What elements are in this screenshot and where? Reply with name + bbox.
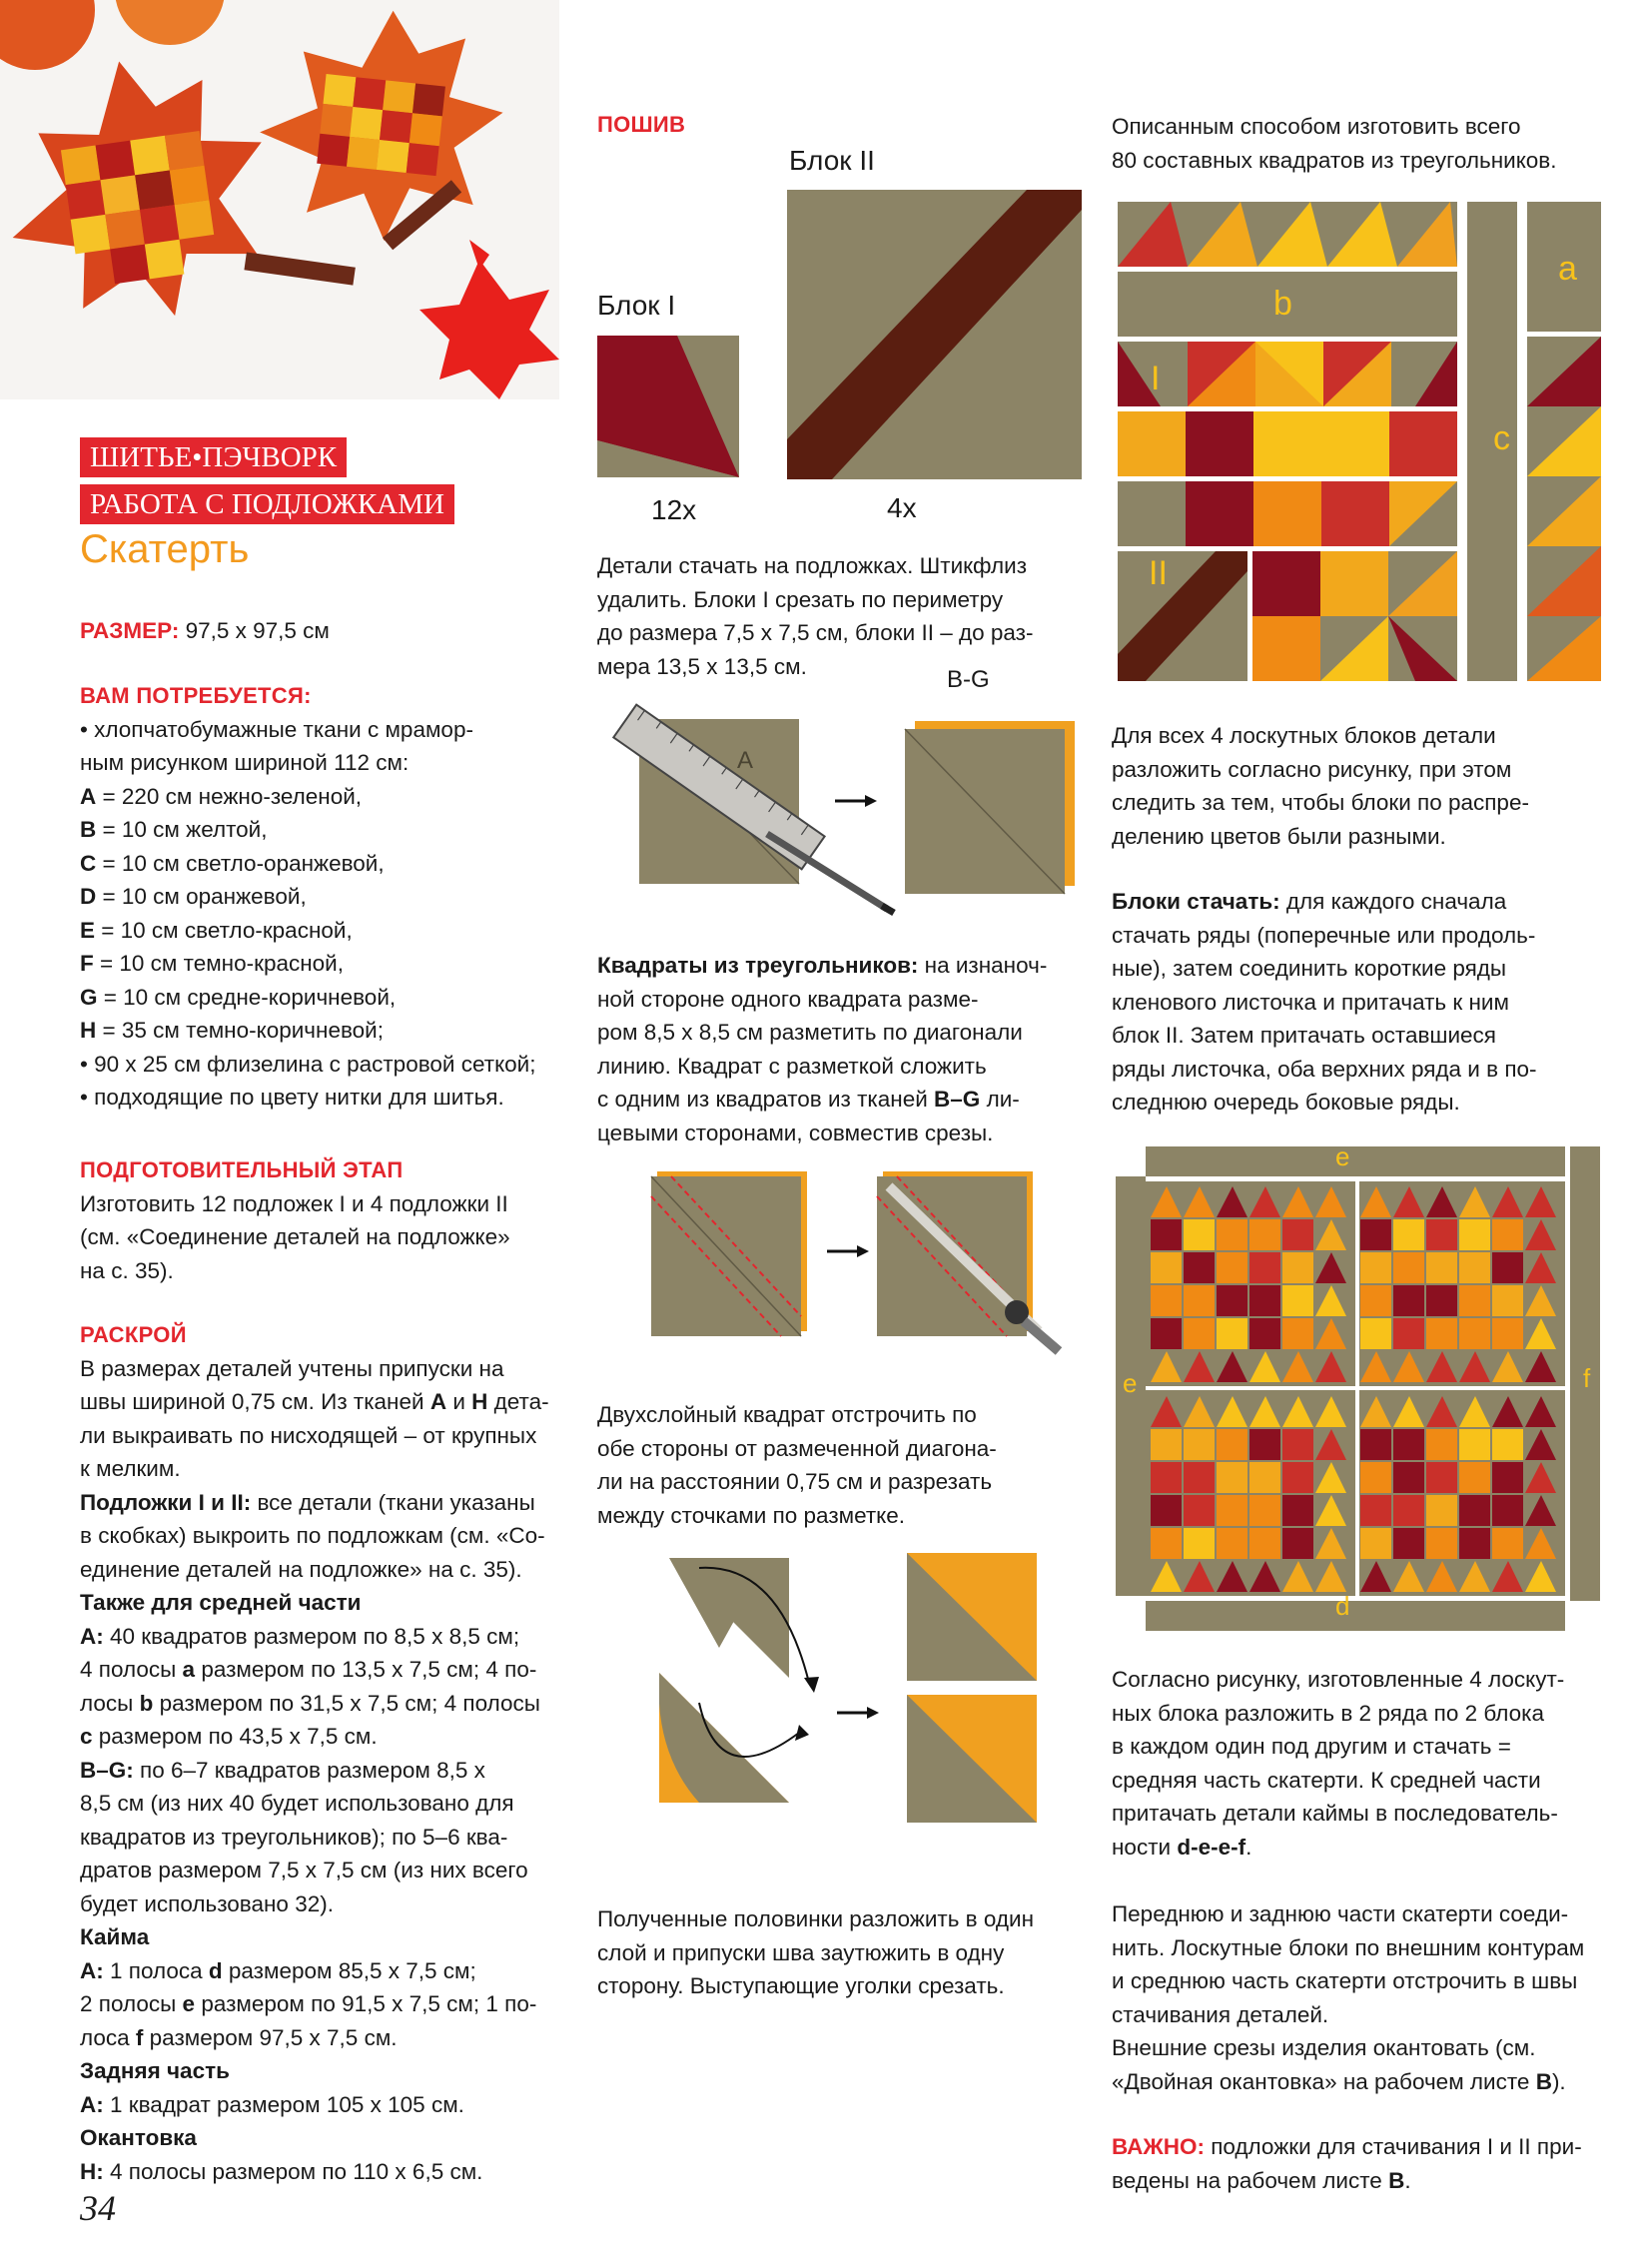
block-layout-diagram: [1116, 200, 1603, 694]
stitching-diagram: [649, 1166, 1069, 1361]
block2-count: 4x: [887, 492, 917, 523]
block1-label: Блок I: [597, 290, 676, 321]
section-tag-1: ШИТЬЕ•ПЭЧВОРК: [80, 437, 347, 477]
cutting-diagram: [659, 1553, 1079, 1828]
block1-count: 12x: [651, 494, 697, 525]
section-tag-2: РАБОТА С ПОДЛОЖКАМИ: [80, 484, 454, 524]
cutting-section: РАСКРОЙ В размерах деталей учтены припуски на швы шириной 0,75 см. Из тканей A и H дета- ли выкраивать по нисходящей – от крупных к мелким. Подложки I и II: все детали (ткани указаны в скобках) выкроить по подложкам (см. «Со- единение деталей на подложке» на с. 35). Также для средней части A: 40 квадратов размером по 8,5 x 8,5 см; 4 полосы a размером по 13,5 x 7,5 см; 4 по- лосы b размером по 31,5 x 7,5 см; 4 полосы c размером по 43,5 x 7,5 см. B–G: по 6–7 квадратов размером 8,5 x 8,5 см (из них 40 будет использовано для квадратов из треугольников); по 5–6 ква- дратов размером 7,5 x 7,5 см (из них всего будет использовано 32). Кайма A: 1 полоса d размером 85,5 x 7,5 см; 2 полосы e размером по 91,5 x 7,5 см; 1 по- лоса f размером 97,5 x 7,5 см. Задняя часть A: 1 квадрат размером 105 x 105 см. Окантовка H: 4 полосы размером по 110 x 6,5 см.: [80, 1322, 549, 2184]
square-bg-label: B-G: [947, 666, 990, 693]
block-i-label: I: [1151, 360, 1161, 397]
fabric-item: C = 10 см светло-оранжевой,: [80, 850, 385, 876]
fabric-item: F = 10 см темно-красной,: [80, 951, 344, 976]
border-e-left-label: e: [1123, 1368, 1138, 1398]
fabric-list: [80, 780, 579, 1048]
fabric-item: B = 10 см желтой,: [80, 817, 268, 842]
right-step-1: Описанным способом изготовить всего 80 составных квадратов из треугольников.: [1112, 114, 1557, 173]
marking-diagram: [597, 679, 1077, 934]
fabric-item: H = 35 см темно-коричневой;: [80, 1018, 384, 1043]
border-f-label: f: [1583, 1363, 1591, 1393]
block2-label: Блок II: [789, 145, 875, 176]
sewing-heading: ПОШИВ: [597, 112, 686, 137]
tablecloth-diagram: [1116, 1146, 1603, 1636]
fabric-item: D = 10 см оранжевой,: [80, 884, 307, 909]
block-ii-label: II: [1149, 554, 1168, 592]
strip-a-label: a: [1558, 250, 1577, 288]
product-photo: [0, 0, 559, 399]
sewing-step-2: Квадраты из треугольников: на изнаноч- ной стороне одного квадрата разме- ром 8,5 x 8,5 см разметить по диагонали линию. Квадрат с разметкой сложить с одним из квадратов из тканей B–G ли- цевыми сторонами, совместив срезы.: [597, 953, 1048, 1145]
important-note: ВАЖНО: подложки для стачивания I и II при- ведены на рабочем листе B.: [1112, 2134, 1582, 2193]
sewing-step-4: Полученные половинки разложить в один слой и припуски шва заутюжить в одну сторону. Выступающие уголки срезать.: [597, 1906, 1035, 1998]
block1-diagram: [597, 336, 739, 482]
right-step-4: Согласно рисунку, изготовленные 4 лоскут- ных блока разложить в 2 ряда по 2 блока в каждом один под другим и стачать = средняя часть скатерти. К средней части притачать детали каймы в последователь- ности d-e-e-f.: [1112, 1667, 1565, 1860]
right-step-2: Для всех 4 лоскутных блоков детали разложить согласно рисунку, при этом следить за тем, чтобы блоки по распре- делению цветов были разными.: [1112, 723, 1529, 849]
right-step-5: Переднюю и заднюю части скатерти соеди- нить. Лоскутные блоки по внешним контурам и среднюю часть скатерти отстрочить в швы стачивания деталей. Внешние срезы изделия окантовать (см. «Двойная окантовка» на рабочем листе B).: [1112, 1901, 1585, 2094]
square-a-label: A: [737, 747, 754, 774]
materials-heading: ВАМ ПОТРЕБУЕТСЯ:: [80, 683, 312, 708]
sewing-step-3: Двухслойный квадрат отстрочить по обе стороны от размеченной диагона- ли на расстоянии 0,75 см и разрезать между сточками по разметке.: [597, 1402, 997, 1528]
fabric-item: A = 220 см нежно-зеленой,: [80, 783, 363, 809]
border-d-label: d: [1335, 1591, 1350, 1621]
prep-section: ПОДГОТОВИТЕЛЬНЫЙ ЭТАП Изготовить 12 подложек I и 4 подложки II (см. «Соединение деталей на подложке» на с. 35).: [80, 1157, 510, 1283]
strip-b-label: b: [1273, 285, 1292, 323]
page-number: 34: [80, 2188, 116, 2228]
block2-diagram: [787, 190, 1082, 484]
fabric-item: G = 10 см средне-коричневой,: [80, 984, 397, 1010]
fabric-item: E = 10 см светло-красной,: [80, 917, 353, 943]
sewing-step-1: Детали стачать на подложках. Штикфлиз удалить. Блоки I срезать по периметру до размера 7,5 x 7,5 см, блоки II – до раз- мера 13,5 x 13,5 см.: [597, 553, 1034, 679]
size-line: РАЗМЕР: 97,5 x 97,5 см: [80, 618, 330, 643]
strip-c-label: c: [1493, 419, 1510, 457]
page-title: Скатерть: [80, 527, 250, 571]
border-e-top-label: e: [1335, 1141, 1350, 1171]
right-step-3: Блоки стачать: для каждого сначала стачать ряды (поперечные или продоль- ные), затем соединить короткие ряды кленового листочка и притачать к ним блок II. Затем притачать оставшиеся ряды листочка, оба верхних ряда и в по- следнюю очередь боковые ряды.: [1112, 889, 1537, 1115]
materials-section: ВАМ ПОТРЕБУЕТСЯ: • хлопчатобумажные ткани с мрамор- ным рисунком шириной 112 см: A = 220 см нежно-зеленой, B = 10 см желтой, C = 10 см светло-оранжевой, D = 10 см оранжевой, E = 10 см светло-красной, F = 10 см темно-красной, G = 10 см средне-коричневой, H = 35 см темно-коричневой; • 90 x 25 см флизелина с растровой сеткой; • подходящие по цвету нитки для шитья.: [80, 679, 579, 1115]
